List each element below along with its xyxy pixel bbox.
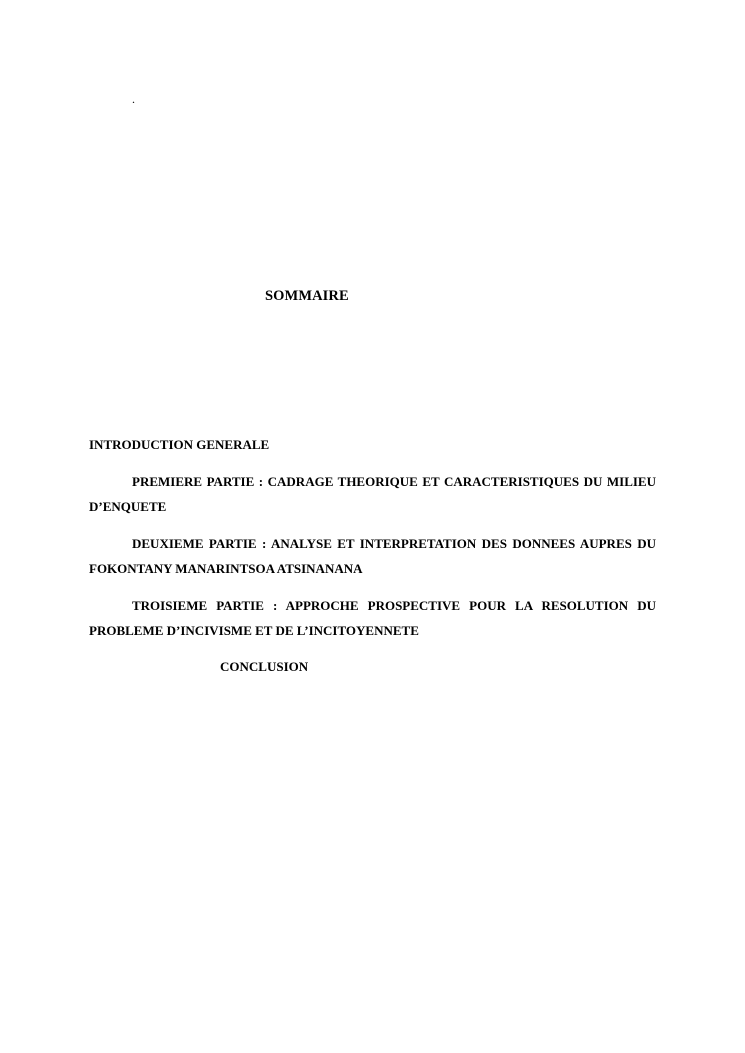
page-title: SOMMAIRE: [265, 288, 349, 304]
toc-entry-conclusion: CONCLUSION: [220, 659, 309, 674]
stray-mark: .: [132, 92, 135, 106]
toc-entry-part-1: PREMIERE PARTIE : CADRAGE THEORIQUE ET CARACTERISTIQUES DU MILIEU D’ENQUETE: [89, 474, 656, 514]
toc-entry-introduction: INTRODUCTION GENERALE: [89, 437, 270, 452]
table-of-contents: [89, 432, 656, 679]
toc-entry-part-3: TROISIEME PARTIE : APPROCHE PROSPECTIVE POUR LA RESOLUTION DU PROBLEME D’INCIVISME ET DE L’INCITOYENNETE: [89, 598, 656, 638]
toc-entry-part-2: DEUXIEME PARTIE : ANALYSE ET INTERPRETATION DES DONNEES AUPRES DU FOKONTANY MANARINTSOA ATSINANANA: [89, 536, 656, 576]
